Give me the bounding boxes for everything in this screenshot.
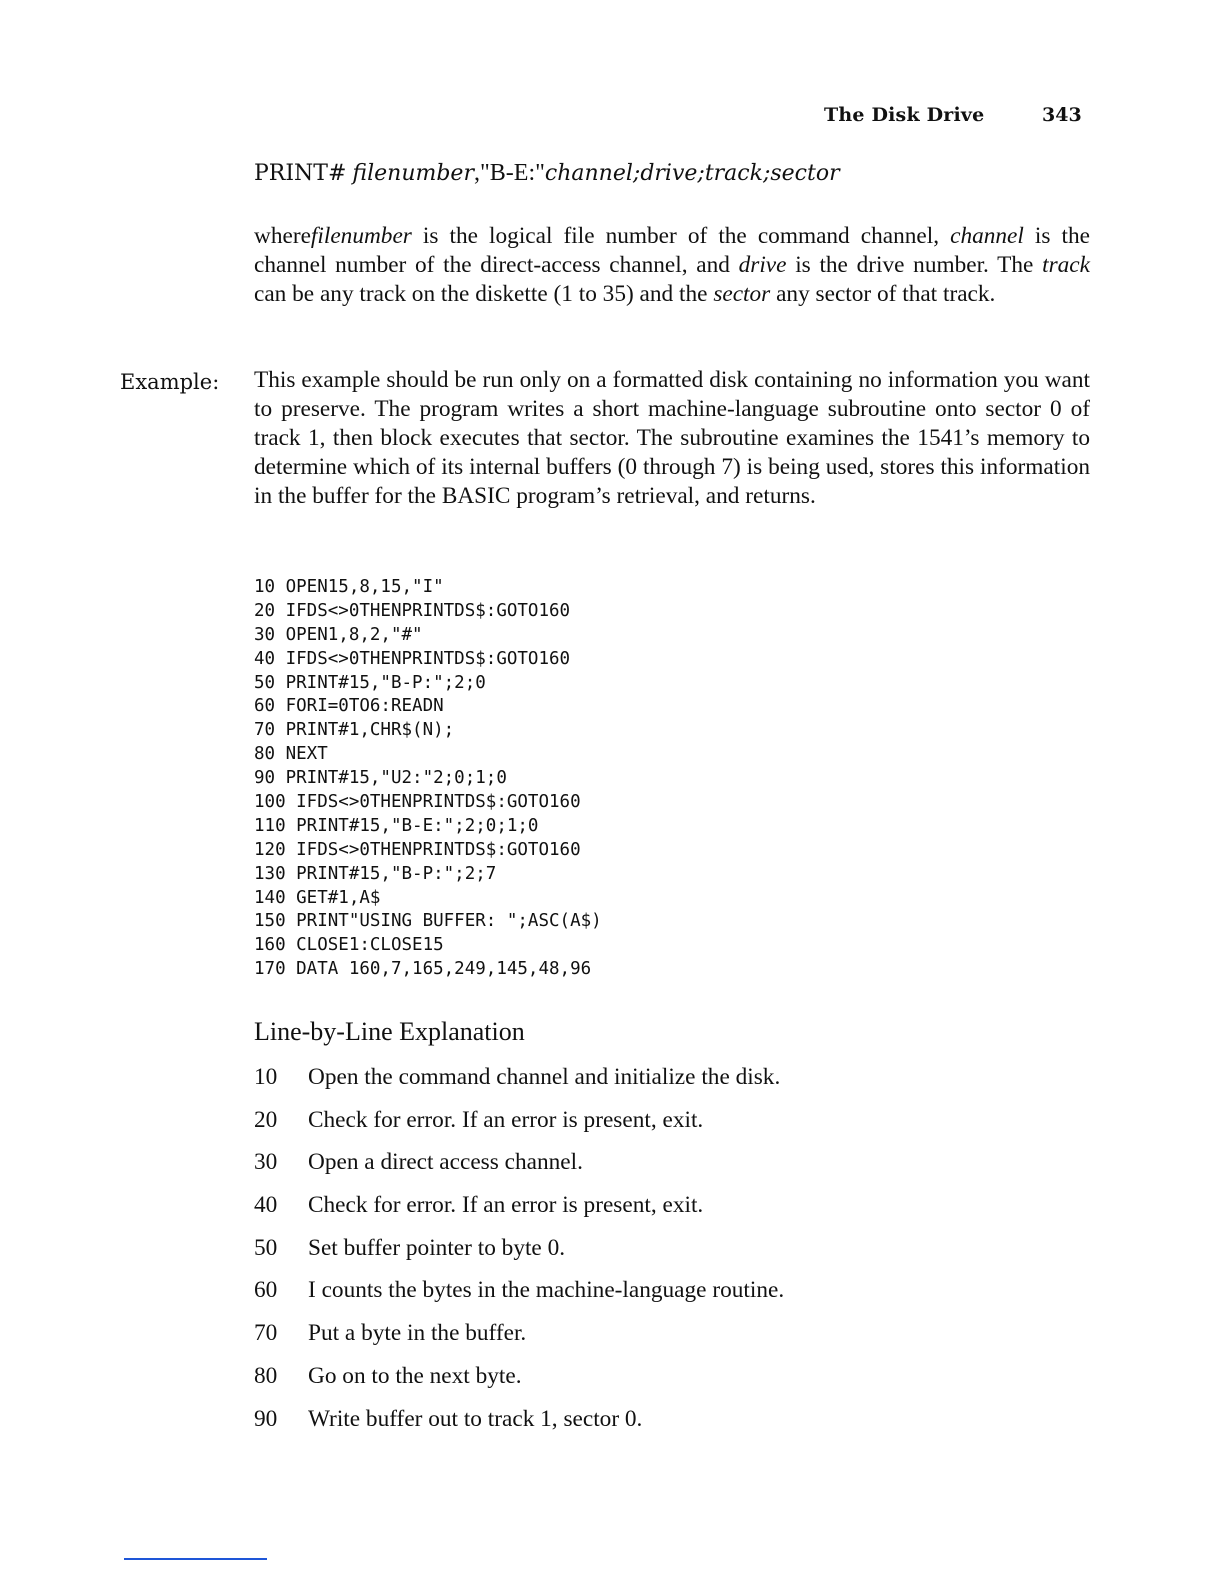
running-head: The Disk Drive xyxy=(824,104,985,126)
line-number: 90 xyxy=(254,1405,278,1432)
text-run: is the logical file number of the command channel, xyxy=(411,223,951,249)
page-number: 343 xyxy=(1042,104,1082,126)
line-explanation: Check for error. If an error is present, exit. xyxy=(308,1192,704,1219)
syntax-line xyxy=(254,160,840,187)
line-number: 70 xyxy=(254,1320,278,1347)
code-listing xyxy=(254,576,602,982)
line-number: 80 xyxy=(254,1362,278,1389)
line-number: 10 xyxy=(254,1064,278,1090)
code-line: 130 PRINT#15,"B-P:";2;7 xyxy=(254,863,497,884)
line-explanation: Open a direct access channel. xyxy=(308,1149,583,1176)
term-sector: sector xyxy=(713,281,771,307)
line-explanation: Set buffer pointer to byte 0. xyxy=(308,1234,566,1261)
code-line: 170 DATA 160,7,165,249,145,48,96 xyxy=(254,959,592,980)
code-line: 80 NEXT xyxy=(254,744,328,765)
example-description: This example should be run only on a formatted disk containing no information you want to preserve. The program writes a short machine-language subroutine onto sector 0 of track 1, then block executes that sector. The subroutine examines the 1541’s memory to determine which of its internal buffers (0 through 7) is being used, stores this information in the buffer for the BASIC program’s retrieval, and returns. xyxy=(254,367,1090,509)
code-line: 160 CLOSE1:CLOSE15 xyxy=(254,935,444,956)
parameter-description xyxy=(254,222,1090,309)
code-line: 90 PRINT#15,"U2:"2;0;1;0 xyxy=(254,768,507,789)
code-line: 70 PRINT#1,CHR$(N); xyxy=(254,720,455,741)
code-line: 60 FORI=0TO6:READN xyxy=(254,696,444,717)
section-heading: Line-by-Line Explanation xyxy=(254,1017,525,1046)
text-run: where xyxy=(254,223,311,249)
line-explanation: Open the command channel and initialize the disk. xyxy=(308,1064,781,1090)
line-number: 20 xyxy=(254,1106,278,1133)
text-run: can be any track on the diskette (1 to 35) and the xyxy=(254,281,714,307)
term-drive: drive xyxy=(738,252,787,278)
term-track: track xyxy=(1042,252,1090,278)
code-line: 150 PRINT"USING BUFFER: ";ASC(A$) xyxy=(254,911,602,932)
line-explanation: Write buffer out to track 1, sector 0. xyxy=(308,1405,643,1432)
term-filenumber: filenumber xyxy=(310,223,412,249)
example-label: Example: xyxy=(120,370,220,394)
line-explanation: Put a byte in the buffer. xyxy=(308,1320,527,1347)
text-run: is the drive number. The xyxy=(786,252,1043,278)
code-line: 100 IFDS<>0THENPRINTDS$:GOTO160 xyxy=(254,792,581,813)
text-run: any sector of that track. xyxy=(770,281,996,307)
footnote-rule xyxy=(124,1558,267,1560)
line-explanation: Go on to the next byte. xyxy=(308,1362,522,1389)
line-explanation: Check for error. If an error is present, exit. xyxy=(308,1106,704,1133)
code-line: 20 IFDS<>0THENPRINTDS$:GOTO160 xyxy=(254,600,571,621)
line-number: 40 xyxy=(254,1192,278,1219)
code-line: 40 IFDS<>0THENPRINTDS$:GOTO160 xyxy=(254,648,571,669)
text-run: is the channel number of the direct-access channel, and xyxy=(254,223,1090,278)
syntax-command-string: ,"B-E:" xyxy=(473,160,545,186)
code-line: 10 OPEN15,8,15,"I" xyxy=(254,577,444,597)
code-line: 50 PRINT#15,"B-P:";2;0 xyxy=(254,672,486,693)
code-line: 120 IFDS<>0THENPRINTDS$:GOTO160 xyxy=(254,839,581,860)
syntax-params: channel;drive;track;sector xyxy=(544,161,840,186)
line-number: 60 xyxy=(254,1277,278,1304)
code-line: 140 GET#1,A$ xyxy=(254,887,381,908)
line-explanation: I counts the bytes in the machine-language routine. xyxy=(308,1277,785,1304)
syntax-filenumber: filenumber xyxy=(352,161,474,186)
syntax-keyword: PRINT# xyxy=(254,161,347,186)
code-line: 30 OPEN1,8,2,"#" xyxy=(254,624,423,645)
line-number: 50 xyxy=(254,1234,278,1261)
code-line: 110 PRINT#15,"B-E:";2;0;1;0 xyxy=(254,815,539,836)
line-number: 30 xyxy=(254,1149,278,1176)
term-channel: channel xyxy=(950,223,1024,249)
